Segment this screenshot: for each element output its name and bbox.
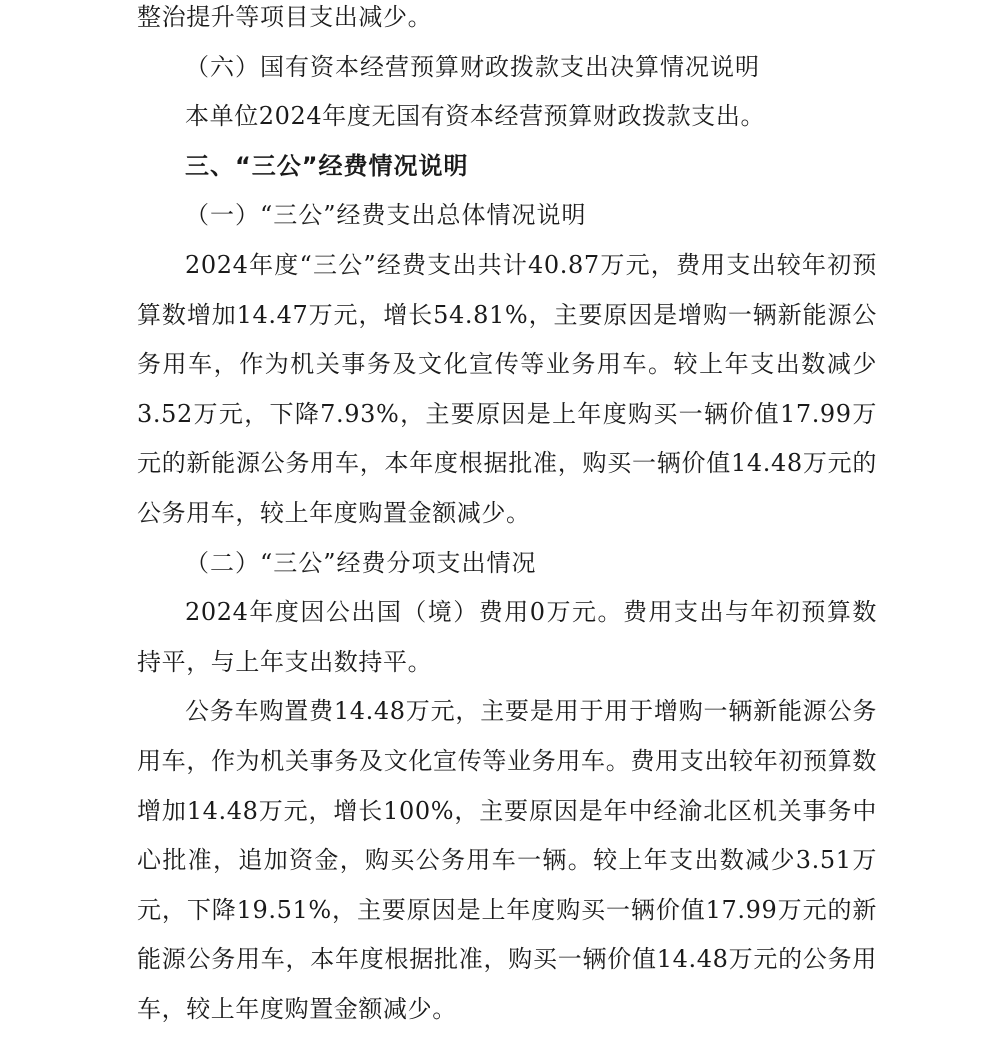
continuation-line: 整治提升等项目支出减少。: [137, 3, 433, 31]
sub-1-body: 2024年度“三公”经费支出共计40.87万元，费用支出较年初预算数增加14.47万元，增长54.81%，主要原因是增购一辆新能源公务用车，作为机关事务及文化宣传等业务用车。较上年支出数减少3.52万元，下降7.93%，主要原因是上年度购买一辆价值17.99万元的新能源公务用车，本年度根据批准，购买一辆价值14.48万元的公务用车，较上年度购置金额减少。: [137, 250, 877, 527]
part-3-heading: 三、“三公”经费情况说明: [185, 151, 469, 180]
section-6-body: 本单位2024年度无国有资本经营预算财政拨款支出。: [185, 102, 766, 131]
section-6-heading: （六）国有资本经营预算财政拨款支出决算情况说明: [185, 52, 760, 81]
document-body: [137, 0, 877, 1034]
sub-2-heading: （二）“三公”经费分项支出情况: [185, 548, 537, 577]
sub-1-heading: （一）“三公”经费支出总体情况说明: [185, 201, 587, 230]
sub-2-body-travel: 2024年度因公出国（境）费用0万元。费用支出与年初预算数持平，与上年支出数持平。: [137, 598, 877, 676]
sub-2-body-vehicle: 公务车购置费14.48万元，主要是用于用于增购一辆新能源公务用车，作为机关事务及文化宣传等业务用车。费用支出较年初预算数增加14.48万元，增长100%，主要原因是年中经渝北区机关事务中心批准，追加资金，购买公务用车一辆。较上年支出数减少3.51万元，下降19.51%，主要原因是上年度购买一辆价值17.99万元的新能源公务用车，本年度根据批准，购买一辆价值14.48万元的公务用车，较上年度购置金额减少。: [137, 697, 877, 1023]
